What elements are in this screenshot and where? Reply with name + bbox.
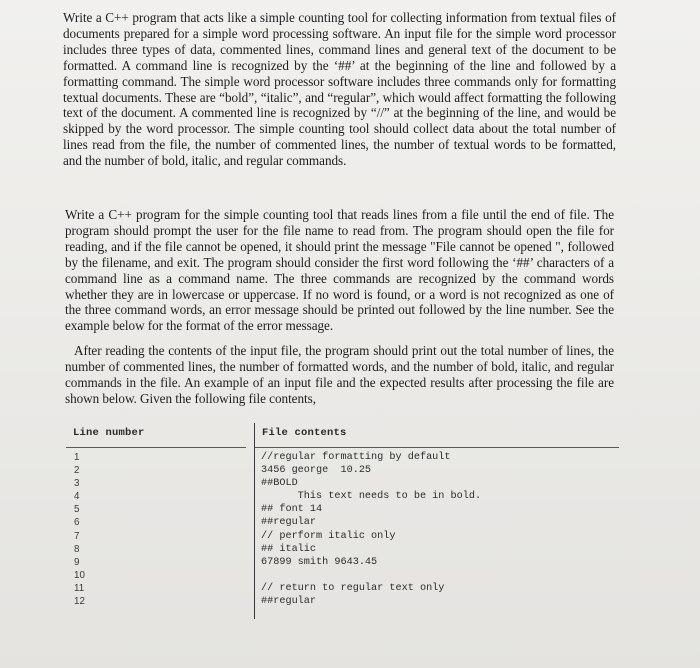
file-contents-header: File contents [262,427,347,439]
header-divider-left [66,447,246,448]
line-number: 8 [74,543,80,555]
line-number: 4 [74,491,80,503]
line-number: 1 [74,452,80,463]
file-line: 3456 george 10.25 [261,465,372,477]
paragraph-program-requirements: Write a C++ program for the simple counting tool that reads lines from a file until the end of file. The program should prompt the user for the file name to read from. The program should open the file for reading, and if the file cannot be opened, it should print the message "File cannot be opened ", followed by the filename, and exit. The program should consider the first word following the ‘##’ characters of a command line as a command name. The three commands are recognized by the command words whether they are in lowercase or uppercase. If no word is found, or a word is not recognized as one of the three command words, an error message should be printed out followed by the line number. See the example below for the format of the error message. [65,207,614,334]
line-number: 9 [74,556,80,568]
header-divider-right [255,447,619,448]
file-line: // perform italic only [261,530,396,542]
line-number: 12 [74,596,85,608]
line-number: 6 [74,517,80,529]
line-number: 11 [74,582,85,594]
file-line: //regular formatting by default [261,452,451,463]
file-line: // return to regular text only [261,582,445,594]
file-line: ##regular [261,596,317,608]
file-line: ##regular [261,517,317,529]
file-contents-column [261,451,481,608]
paragraph-problem-description: Write a C++ program that acts like a simple counting tool for collecting information from textual files of documents prepared for a simple word processing software. An input file for the simple word processor includes three types of data, commented lines, command lines and general text of the document to be formatted. A command line is recognized by the ‘##’ at the beginning of the line and followed by a formatting command. The simple word processor software includes three commands only for formatting textual documents. These are “bold”, “italic”, and “regular”, which would affect formatting the following text of the document. A commented line is recognized by “//” at the beginning of the line, and would be skipped by the word processor. The simple counting tool should collect data about the total number of lines read from the file, the number of commented lines, the number of textual words to be formatted, and the number of bold, italic, and regular commands. [63,10,616,169]
line-number-column [74,451,85,608]
column-divider [254,423,255,619]
file-line [261,569,481,582]
line-number: 2 [74,465,80,477]
paragraph-output-description: After reading the contents of the input file, the program should print out the total number of lines, the number of commented lines, the number of formatted words, and the number of bold, italic, and regular commands in the file. An example of an input file and the expected results after processing the file are shown below. Given the following file contents, [65,343,614,406]
file-line: This text needs to be in bold. [261,491,482,503]
line-number: 5 [74,504,80,516]
file-line: ## font 14 [261,504,323,516]
file-line: 67899 smith 9643.45 [261,556,378,568]
line-number: 3 [74,478,80,490]
file-line: ## italic [261,543,317,555]
file-line: ##BOLD [261,478,298,490]
line-number-header: Line number [73,427,145,439]
line-number: 7 [74,530,80,542]
line-number: 10 [74,569,85,581]
